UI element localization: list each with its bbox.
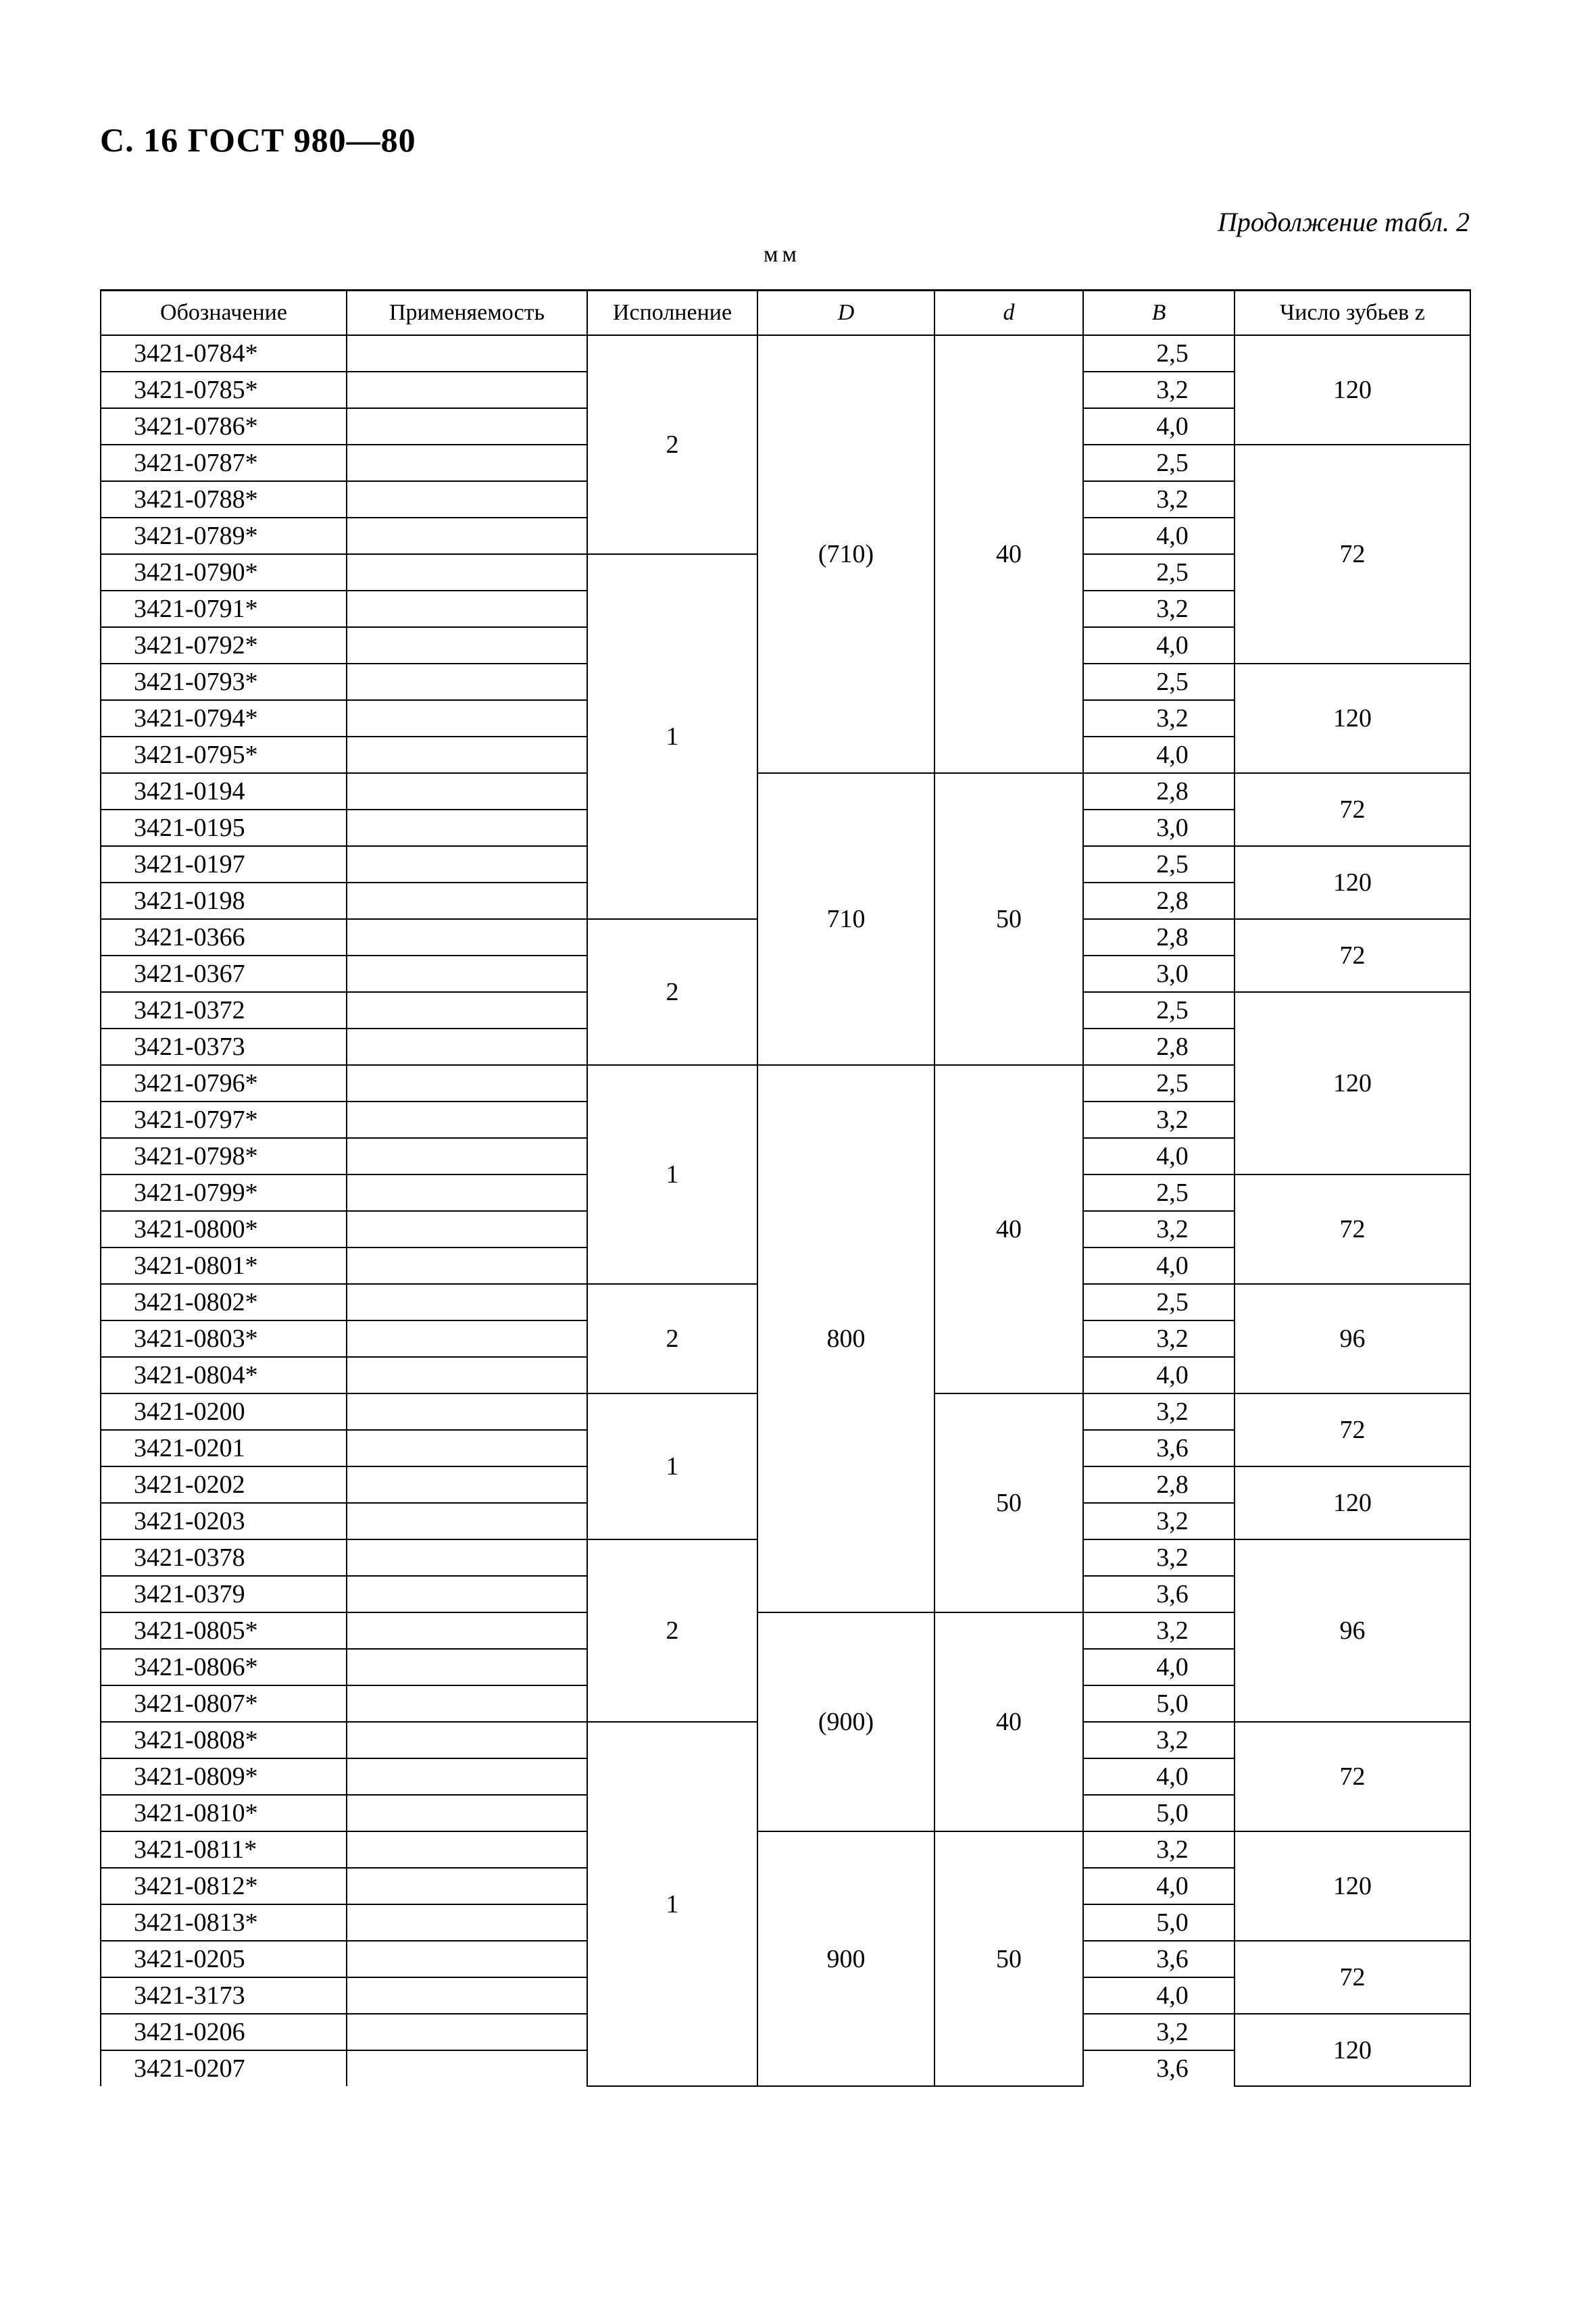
B-cell: 2,8 (1083, 1466, 1235, 1503)
teeth-count-cell: 120 (1235, 1466, 1470, 1539)
execution-cell: 2 (587, 1284, 757, 1393)
B-cell: 4,0 (1083, 408, 1235, 445)
B-cell: 3,2 (1083, 1831, 1235, 1868)
B-cell: 3,2 (1083, 1539, 1235, 1576)
B-cell: 3,2 (1083, 591, 1235, 627)
B-cell: 3,6 (1083, 1430, 1235, 1466)
applicability-cell (347, 737, 587, 773)
B-cell: 2,5 (1083, 335, 1235, 372)
spec-table (100, 289, 1471, 2087)
applicability-cell (347, 919, 587, 956)
B-cell: 2,8 (1083, 919, 1235, 956)
applicability-cell (347, 883, 587, 919)
designation-cell: 3421-0797* (101, 1102, 347, 1138)
table-continuation-label: Продолжение табл. 2 (1217, 207, 1470, 237)
col-header-d: d (934, 291, 1083, 336)
designation-cell: 3421-0372 (101, 992, 347, 1029)
designation-cell: 3421-0812* (101, 1868, 347, 1904)
B-cell: 4,0 (1083, 737, 1235, 773)
B-cell: 4,0 (1083, 1868, 1235, 1904)
B-cell: 3,2 (1083, 372, 1235, 408)
d-cell: 50 (934, 773, 1083, 1065)
table-header-row (101, 291, 1470, 336)
B-cell: 3,2 (1083, 1320, 1235, 1357)
applicability-cell (347, 1758, 587, 1795)
designation-cell: 3421-0789* (101, 518, 347, 554)
applicability-cell (347, 1795, 587, 1831)
designation-cell: 3421-0202 (101, 1466, 347, 1503)
teeth-count-cell: 120 (1235, 1831, 1470, 1941)
applicability-cell (347, 408, 587, 445)
B-cell: 4,0 (1083, 627, 1235, 664)
applicability-cell (347, 1357, 587, 1393)
applicability-cell (347, 1831, 587, 1868)
teeth-count-cell: 72 (1235, 919, 1470, 992)
designation-cell: 3421-0807* (101, 1685, 347, 1722)
execution-cell: 2 (587, 1539, 757, 1722)
B-cell: 2,5 (1083, 1175, 1235, 1211)
execution-cell: 1 (587, 1722, 757, 2086)
B-cell: 3,2 (1083, 1393, 1235, 1430)
B-cell: 3,2 (1083, 1211, 1235, 1247)
applicability-cell (347, 1211, 587, 1247)
applicability-cell (347, 1175, 587, 1211)
designation-cell: 3421-0801* (101, 1247, 347, 1284)
designation-cell: 3421-0373 (101, 1029, 347, 1065)
designation-cell: 3421-0798* (101, 1138, 347, 1175)
col-header-designation: Обозначение (101, 291, 347, 336)
col-header-B: B (1083, 291, 1235, 336)
designation-cell: 3421-0379 (101, 1576, 347, 1612)
designation-cell: 3421-0794* (101, 700, 347, 737)
applicability-cell (347, 627, 587, 664)
designation-cell: 3421-0809* (101, 1758, 347, 1795)
col-header-D: D (757, 291, 934, 336)
teeth-count-cell: 96 (1235, 1284, 1470, 1393)
D-cell: 710 (757, 773, 934, 1065)
applicability-cell (347, 1977, 587, 2014)
d-cell: 40 (934, 1065, 1083, 1393)
applicability-cell (347, 956, 587, 992)
table-body (101, 335, 1470, 2086)
B-cell: 2,8 (1083, 773, 1235, 810)
B-cell: 3,2 (1083, 700, 1235, 737)
applicability-cell (347, 481, 587, 518)
d-cell: 40 (934, 1612, 1083, 1831)
B-cell: 4,0 (1083, 1977, 1235, 2014)
execution-cell: 1 (587, 1393, 757, 1539)
applicability-cell (347, 1612, 587, 1649)
B-cell: 4,0 (1083, 1357, 1235, 1393)
designation-cell: 3421-0378 (101, 1539, 347, 1576)
B-cell: 3,2 (1083, 1102, 1235, 1138)
designation-cell: 3421-0792* (101, 627, 347, 664)
teeth-count-cell: 120 (1235, 335, 1470, 445)
teeth-count-cell: 72 (1235, 1722, 1470, 1831)
applicability-cell (347, 1029, 587, 1065)
D-cell: (710) (757, 335, 934, 773)
B-cell: 3,6 (1083, 1941, 1235, 1977)
teeth-count-cell: 120 (1235, 2014, 1470, 2086)
D-cell: 800 (757, 1065, 934, 1612)
designation-cell: 3421-0793* (101, 664, 347, 700)
B-cell: 2,5 (1083, 1065, 1235, 1102)
B-cell: 4,0 (1083, 1649, 1235, 1685)
applicability-cell (347, 1904, 587, 1941)
designation-cell: 3421-0811* (101, 1831, 347, 1868)
applicability-cell (347, 1576, 587, 1612)
B-cell: 4,0 (1083, 518, 1235, 554)
applicability-cell (347, 846, 587, 883)
designation-cell: 3421-0784* (101, 335, 347, 372)
designation-cell: 3421-0805* (101, 1612, 347, 1649)
designation-cell: 3421-0367 (101, 956, 347, 992)
designation-cell: 3421-0808* (101, 1722, 347, 1758)
applicability-cell (347, 1649, 587, 1685)
applicability-cell (347, 2014, 587, 2050)
teeth-count-cell: 72 (1235, 1941, 1470, 2014)
designation-cell: 3421-0205 (101, 1941, 347, 1977)
B-cell: 2,5 (1083, 846, 1235, 883)
designation-cell: 3421-0786* (101, 408, 347, 445)
applicability-cell (347, 1430, 587, 1466)
applicability-cell (347, 1685, 587, 1722)
table-row (101, 773, 1470, 810)
designation-cell: 3421-0810* (101, 1795, 347, 1831)
designation-cell: 3421-0201 (101, 1430, 347, 1466)
B-cell: 5,0 (1083, 1685, 1235, 1722)
teeth-count-cell: 120 (1235, 664, 1470, 773)
teeth-count-cell: 72 (1235, 773, 1470, 846)
designation-cell: 3421-0194 (101, 773, 347, 810)
d-cell: 40 (934, 335, 1083, 773)
teeth-count-cell: 72 (1235, 445, 1470, 664)
applicability-cell (347, 2050, 587, 2086)
designation-cell: 3421-0206 (101, 2014, 347, 2050)
col-header-applicability: Применяемость (347, 291, 587, 336)
designation-cell: 3421-0198 (101, 883, 347, 919)
d-cell: 50 (934, 1393, 1083, 1612)
B-cell: 2,5 (1083, 554, 1235, 591)
designation-cell: 3421-0804* (101, 1357, 347, 1393)
B-cell: 3,6 (1083, 1576, 1235, 1612)
teeth-count-cell: 72 (1235, 1393, 1470, 1466)
table-row (101, 1831, 1470, 1868)
d-cell: 50 (934, 1831, 1083, 2086)
designation-cell: 3421-0207 (101, 2050, 347, 2086)
designation-cell: 3421-0800* (101, 1211, 347, 1247)
D-cell: 900 (757, 1831, 934, 2086)
designation-cell: 3421-0791* (101, 591, 347, 627)
B-cell: 5,0 (1083, 1795, 1235, 1831)
applicability-cell (347, 1503, 587, 1539)
execution-cell: 1 (587, 1065, 757, 1284)
page-title: С. 16 ГОСТ 980—80 (100, 121, 416, 159)
B-cell: 3,2 (1083, 1503, 1235, 1539)
table-row (101, 335, 1470, 372)
designation-cell: 3421-0795* (101, 737, 347, 773)
B-cell: 2,8 (1083, 1029, 1235, 1065)
execution-cell: 1 (587, 554, 757, 919)
applicability-cell (347, 1466, 587, 1503)
teeth-count-cell: 120 (1235, 992, 1470, 1175)
B-cell: 4,0 (1083, 1758, 1235, 1795)
B-cell: 2,5 (1083, 1284, 1235, 1320)
designation-cell: 3421-0197 (101, 846, 347, 883)
unit-label: мм (764, 242, 801, 267)
B-cell: 2,8 (1083, 883, 1235, 919)
applicability-cell (347, 810, 587, 846)
D-cell: (900) (757, 1612, 934, 1831)
applicability-cell (347, 1138, 587, 1175)
applicability-cell (347, 1393, 587, 1430)
applicability-cell (347, 664, 587, 700)
applicability-cell (347, 700, 587, 737)
teeth-count-cell: 120 (1235, 846, 1470, 919)
execution-cell: 2 (587, 919, 757, 1065)
applicability-cell (347, 1539, 587, 1576)
applicability-cell (347, 1320, 587, 1357)
applicability-cell (347, 518, 587, 554)
designation-cell: 3421-0799* (101, 1175, 347, 1211)
applicability-cell (347, 445, 587, 481)
designation-cell: 3421-0195 (101, 810, 347, 846)
designation-cell: 3421-0787* (101, 445, 347, 481)
B-cell: 5,0 (1083, 1904, 1235, 1941)
col-header-execution: Исполнение (587, 291, 757, 336)
applicability-cell (347, 1941, 587, 1977)
applicability-cell (347, 1284, 587, 1320)
applicability-cell (347, 1247, 587, 1284)
B-cell: 3,2 (1083, 2014, 1235, 2050)
B-cell: 3,0 (1083, 956, 1235, 992)
designation-cell: 3421-0813* (101, 1904, 347, 1941)
B-cell: 4,0 (1083, 1247, 1235, 1284)
B-cell: 2,5 (1083, 664, 1235, 700)
B-cell: 4,0 (1083, 1138, 1235, 1175)
designation-cell: 3421-0200 (101, 1393, 347, 1430)
B-cell: 2,5 (1083, 445, 1235, 481)
teeth-count-cell: 72 (1235, 1175, 1470, 1284)
applicability-cell (347, 992, 587, 1029)
execution-cell: 2 (587, 335, 757, 554)
designation-cell: 3421-0788* (101, 481, 347, 518)
B-cell: 3,2 (1083, 1612, 1235, 1649)
designation-cell: 3421-0802* (101, 1284, 347, 1320)
applicability-cell (347, 773, 587, 810)
designation-cell: 3421-0790* (101, 554, 347, 591)
B-cell: 3,2 (1083, 1722, 1235, 1758)
designation-cell: 3421-0796* (101, 1065, 347, 1102)
applicability-cell (347, 335, 587, 372)
applicability-cell (347, 1102, 587, 1138)
designation-cell: 3421-0803* (101, 1320, 347, 1357)
teeth-count-cell: 96 (1235, 1539, 1470, 1722)
applicability-cell (347, 554, 587, 591)
designation-cell: 3421-0366 (101, 919, 347, 956)
designation-cell: 3421-3173 (101, 1977, 347, 2014)
applicability-cell (347, 1065, 587, 1102)
applicability-cell (347, 591, 587, 627)
designation-cell: 3421-0806* (101, 1649, 347, 1685)
applicability-cell (347, 1722, 587, 1758)
designation-cell: 3421-0785* (101, 372, 347, 408)
B-cell: 3,2 (1083, 481, 1235, 518)
B-cell: 2,5 (1083, 992, 1235, 1029)
B-cell: 3,6 (1083, 2050, 1235, 2086)
applicability-cell (347, 1868, 587, 1904)
designation-cell: 3421-0203 (101, 1503, 347, 1539)
col-header-teeth: Число зубьев z (1235, 291, 1470, 336)
applicability-cell (347, 372, 587, 408)
B-cell: 3,0 (1083, 810, 1235, 846)
